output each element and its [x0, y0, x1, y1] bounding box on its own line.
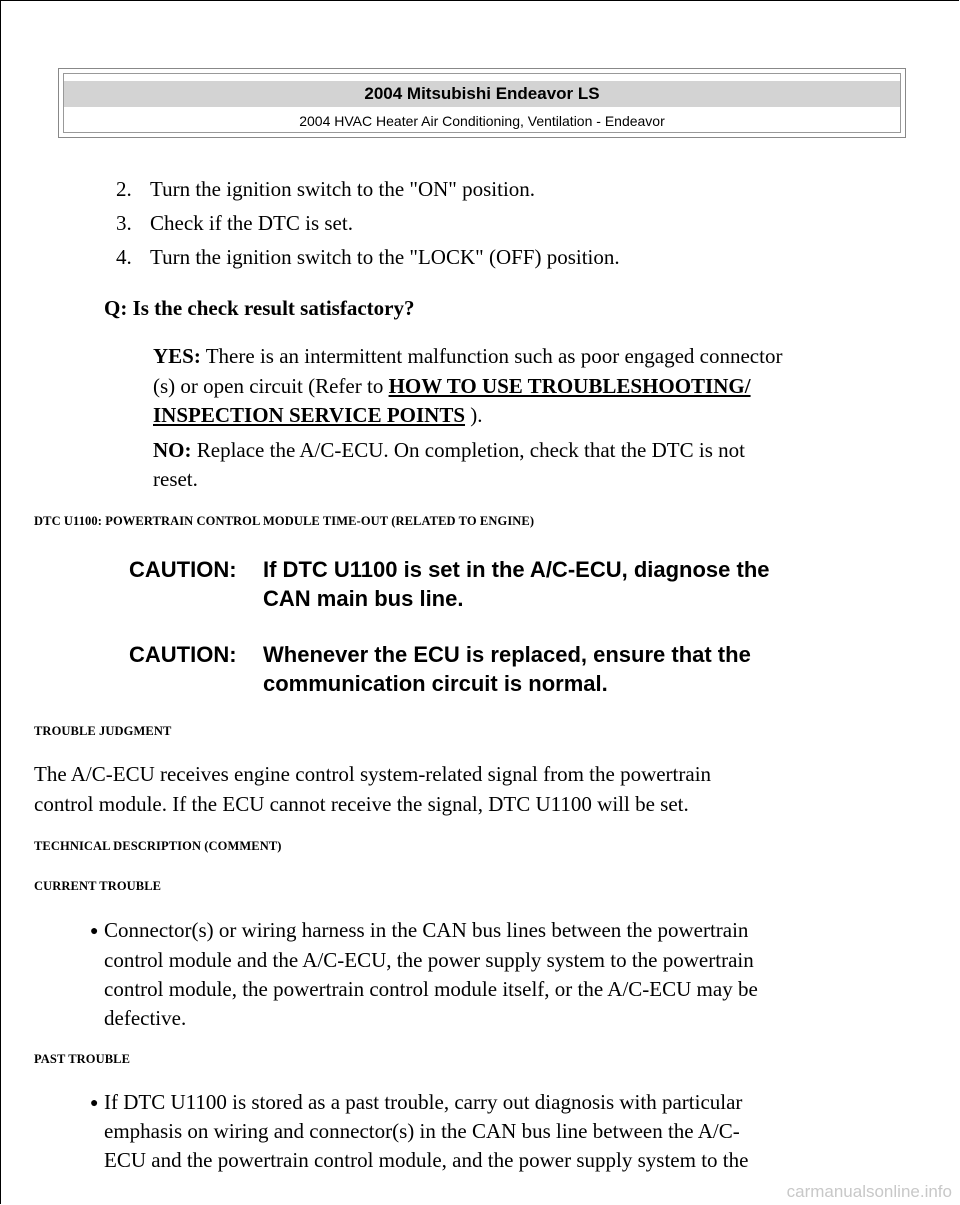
header-inner — [63, 73, 901, 133]
technical-heading: TECHNICAL DESCRIPTION (COMMENT) — [34, 839, 282, 853]
caution-1 — [129, 556, 770, 584]
trouble-judgment-line-2: control module. If the ECU cannot receive the signal, DTC U1100 will be set. — [34, 792, 689, 816]
past-trouble-line-2: emphasis on wiring and connector(s) in the CAN bus line between the A/C- — [104, 1119, 740, 1143]
step-4 — [116, 245, 620, 269]
troubleshooting-link[interactable]: HOW TO USE TROUBLESHOOTING/ — [388, 374, 751, 398]
no-label: NO: — [153, 438, 192, 462]
question: Q: Is the check result satisfactory? — [104, 296, 415, 320]
caution-label: CAUTION: — [129, 557, 237, 582]
caution-label: CAUTION: — [129, 642, 237, 667]
yes-label: YES: — [153, 344, 201, 368]
dtc-heading: DTC U1100: POWERTRAIN CONTROL MODULE TIME-OUT (RELATED TO ENGINE) — [34, 514, 535, 528]
inspection-link[interactable]: INSPECTION SERVICE POINTS — [153, 403, 466, 427]
bullet-icon: ● — [90, 924, 99, 939]
no-line-1 — [153, 438, 745, 462]
past-trouble-line-3: ECU and the powertrain control module, and the power supply system to the — [104, 1148, 749, 1172]
caution-text: If DTC U1100 is set in the A/C-ECU, diagnose the — [263, 557, 770, 582]
yes-text: There is an intermittent malfunction such as poor engaged connector — [205, 344, 783, 368]
header-subtitle: 2004 HVAC Heater Air Conditioning, Ventilation - Endeavor — [299, 113, 665, 129]
past-trouble-line-1: If DTC U1100 is stored as a past trouble, carry out diagnosis with particular — [104, 1090, 743, 1114]
past-trouble-heading: PAST TROUBLE — [34, 1052, 131, 1066]
current-trouble-heading: CURRENT TROUBLE — [34, 879, 162, 893]
caution-1-line-2: CAN main bus line. — [263, 586, 464, 611]
step-3 — [116, 211, 353, 235]
caution-2 — [129, 641, 751, 669]
trouble-judgment-heading: TROUBLE JUDGMENT — [34, 724, 172, 738]
header-title: 2004 Mitsubishi Endeavor LS — [64, 81, 900, 107]
step-number: 4. — [116, 245, 132, 269]
yes-line-1 — [153, 344, 782, 368]
step-text: Turn the ignition switch to the "LOCK" (OFF) position. — [150, 245, 620, 269]
step-number: 2. — [116, 177, 132, 201]
caution-2-line-2: communication circuit is normal. — [263, 671, 608, 696]
step-number: 3. — [116, 211, 132, 235]
current-trouble-line-4: defective. — [104, 1006, 187, 1030]
yes-line-2 — [153, 374, 751, 398]
bullet-icon: ● — [90, 1096, 99, 1111]
trouble-judgment-line-1: The A/C-ECU receives engine control system-related signal from the powertrain — [34, 762, 712, 786]
current-trouble-line-3: control module, the powertrain control module itself, or the A/C-ECU may be — [104, 977, 758, 1001]
footer-watermark: carmanualsonline.info — [786, 1182, 952, 1201]
step-text: Turn the ignition switch to the "ON" position. — [150, 177, 536, 201]
no-text: Replace the A/C-ECU. On completion, check that the DTC is not — [196, 438, 745, 462]
yes-text-3: ). — [465, 403, 483, 427]
yes-line-3 — [153, 403, 483, 427]
step-text: Check if the DTC is set. — [150, 211, 353, 235]
current-trouble-line-2: control module and the A/C-ECU, the power supply system to the powertrain — [104, 948, 754, 972]
caution-text: Whenever the ECU is replaced, ensure that the — [263, 642, 751, 667]
yes-text-2: (s) or open circuit (Refer to — [153, 374, 389, 398]
document-header — [58, 68, 906, 138]
current-trouble-line-1: Connector(s) or wiring harness in the CAN bus lines between the powertrain — [104, 918, 749, 942]
no-line-2: reset. — [153, 467, 198, 491]
step-2 — [116, 177, 536, 201]
